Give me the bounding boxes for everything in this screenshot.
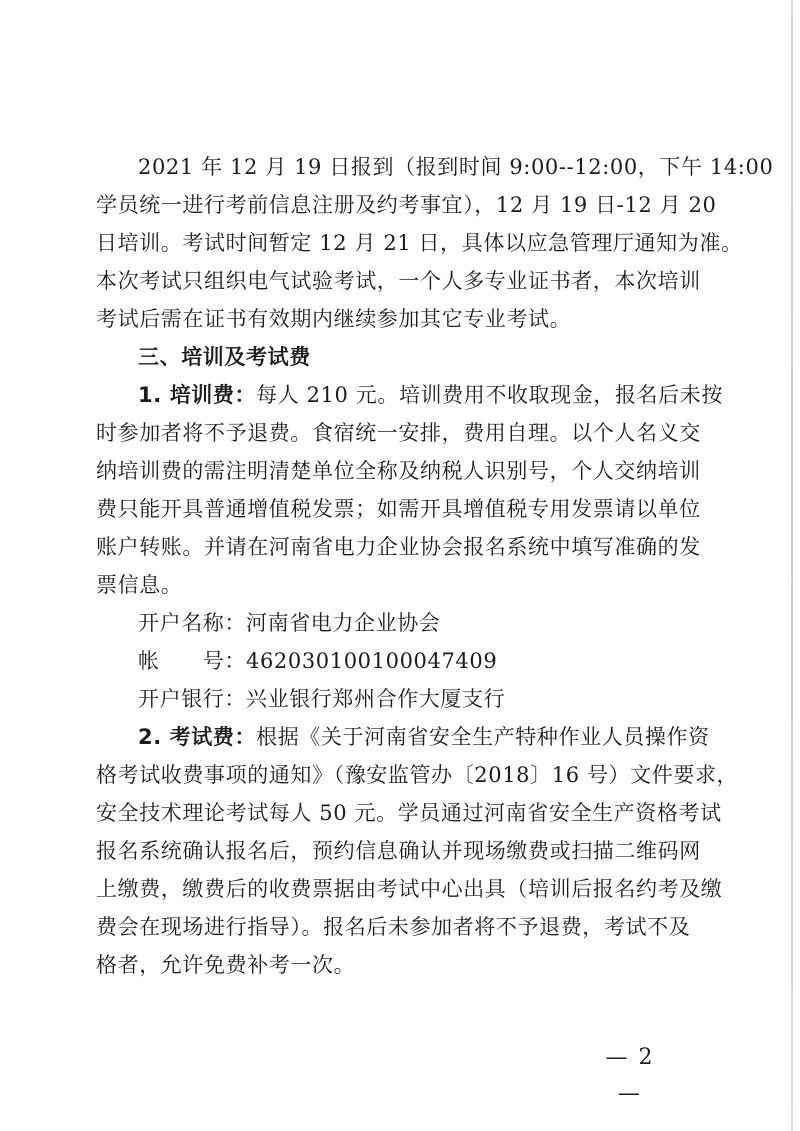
training-fee-line-1: [138, 377, 723, 413]
exam-fee-line-3: 安全技术理论考试每人 50 元。学员通过河南省安全生产资格考试: [96, 801, 722, 825]
bank-branch-row: [138, 681, 716, 717]
bank-branch-value: 兴业银行郑州合作大厦支行: [246, 687, 506, 711]
exam-fee-line-1: [138, 719, 716, 755]
para1-line-2: 学员统一进行考前信息注册及约考事宜），12 月 19 日-12 月 20: [96, 193, 717, 217]
exam-fee-line-5: 上缴费，缴费后的收费票据由考试中心出具（培训后报名约考及缴: [96, 877, 723, 901]
para1-line-5: 考试后需在证书有效期内继续参加其它专业考试。: [96, 307, 572, 331]
bank-name-value: 河南省电力企业协会: [246, 611, 441, 635]
training-fee-line-3: 纳培训费的需注明清楚单位全称及纳税人识别号，个人交纳培训: [96, 459, 701, 483]
training-fee-line-6: 票信息。: [96, 573, 183, 597]
training-fee-line-4: 费只能开具普通增值税发票；如需开具增值税专用发票请以单位: [96, 497, 701, 521]
bank-name-row: [138, 605, 716, 641]
exam-fee-first-text: 根据《关于河南省安全生产特种作业人员操作资: [256, 725, 710, 749]
page-edge-divider: [791, 0, 793, 1131]
training-fee-line-5: 账户转账。并请在河南省电力企业协会报名系统中填写准确的发: [96, 535, 701, 559]
exam-fee-line-7: 格者，允许免费补考一次。: [96, 953, 356, 977]
bank-account-row: [138, 643, 716, 679]
exam-fee-line-6: 费会在现场进行指导）。报名后未参加者将不予退费，考试不及: [96, 915, 691, 939]
para1-line-4: 本次考试只组织电气试验考试，一个人多专业证书者，本次培训: [96, 269, 701, 293]
exam-fee-line-2: 格考试收费事项的通知》（豫安监管办〔2018〕16 号）文件要求，: [96, 763, 739, 787]
bank-name-label: 开户名称：: [138, 611, 246, 635]
section-heading-fees: 三、培训及考试费: [138, 345, 311, 369]
exam-fee-line-4: 报名系统确认报名后，预约信息确认并现场缴费或扫描二维码网: [96, 839, 701, 863]
page-number: — 2 —: [605, 1045, 655, 1106]
para1-line-3: 日培训。考试时间暂定 12 月 21 日，具体以应急管理厅通知为准。: [96, 231, 743, 255]
bank-branch-label: 开户银行：: [138, 687, 246, 711]
training-fee-label: 1. 培训费：: [138, 383, 257, 407]
bank-account-label: 帐 号：: [138, 649, 246, 673]
exam-fee-label: 2. 考试费：: [138, 725, 257, 749]
training-fee-line-2: 时参加者将不予退费。食宿统一安排，费用自理。以个人名义交: [96, 421, 701, 445]
para1-line-1: 2021 年 12 月 19 日报到（报到时间 9:00--12:00，下午 14:00: [138, 155, 774, 179]
training-fee-first-text: 每人 210 元。培训费用不收取现金，报名后未按: [256, 383, 723, 407]
bank-account-value: 462030100100047409: [246, 649, 498, 673]
